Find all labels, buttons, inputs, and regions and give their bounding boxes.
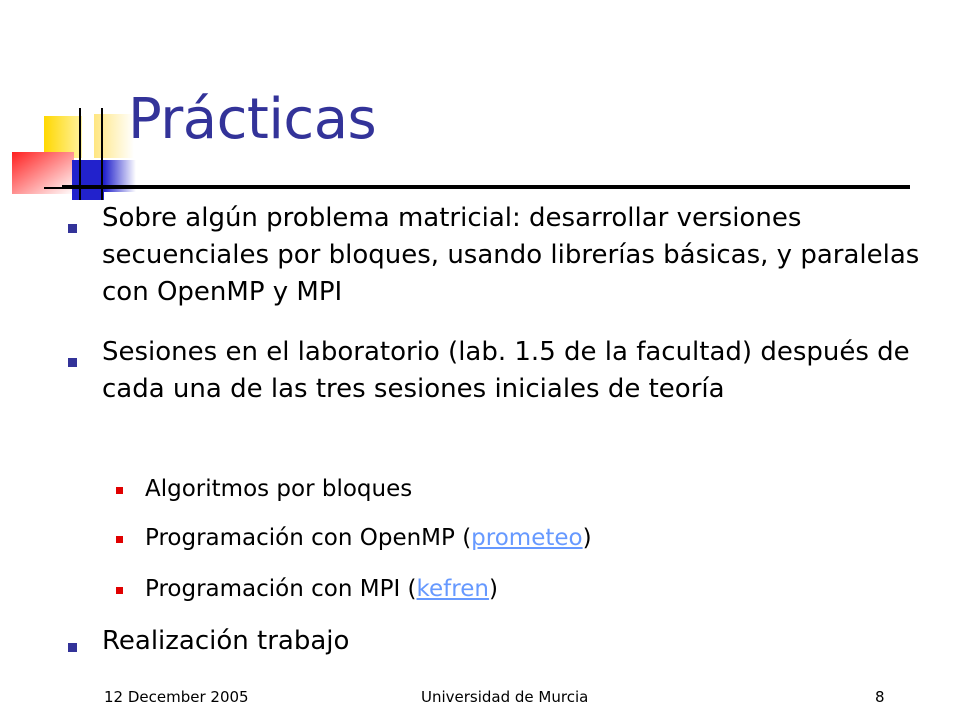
bullet-matrix-problem: Sobre algún problema matricial: desarrollar versiones secuenciales por bloques, usando librerías básicas, y paralelas con OpenMP y MPI [102,203,920,307]
sub-bullet-marker [116,536,123,543]
slide-number: 8 [875,688,885,706]
sub-bullet-block-algorithms: Algoritmos por bloques [145,476,413,502]
bullet-marker [68,643,77,652]
sub-bullet-marker [116,587,123,594]
openmp-close: ) [582,525,592,551]
bullet-marker [68,358,77,367]
sub-bullet-marker [116,487,123,494]
sub-bullet-mpi [145,574,925,604]
slide-title: Prácticas [128,87,377,152]
sub-bullet-openmp [145,523,925,553]
footer-institution: Universidad de Murcia [421,688,589,706]
bullet-lab-sessions: Sesiones en el laboratorio (lab. 1.5 de la facultad) después de cada una de las tres sesiones iniciales de teoría [102,337,910,404]
mpi-text: Programación con MPI ( [145,576,417,602]
title-divider [62,185,910,189]
footer-date: 12 December 2005 [104,688,249,706]
decorative-logo-squares [0,0,140,200]
mpi-close: ) [488,576,498,602]
kefren-link[interactable]: kefren [416,576,489,602]
prometeo-link[interactable]: prometeo [471,525,583,551]
openmp-text: Programación con OpenMP ( [145,525,472,551]
bullet-project-work: Realización trabajo [102,626,350,656]
bullet-marker [68,224,77,233]
